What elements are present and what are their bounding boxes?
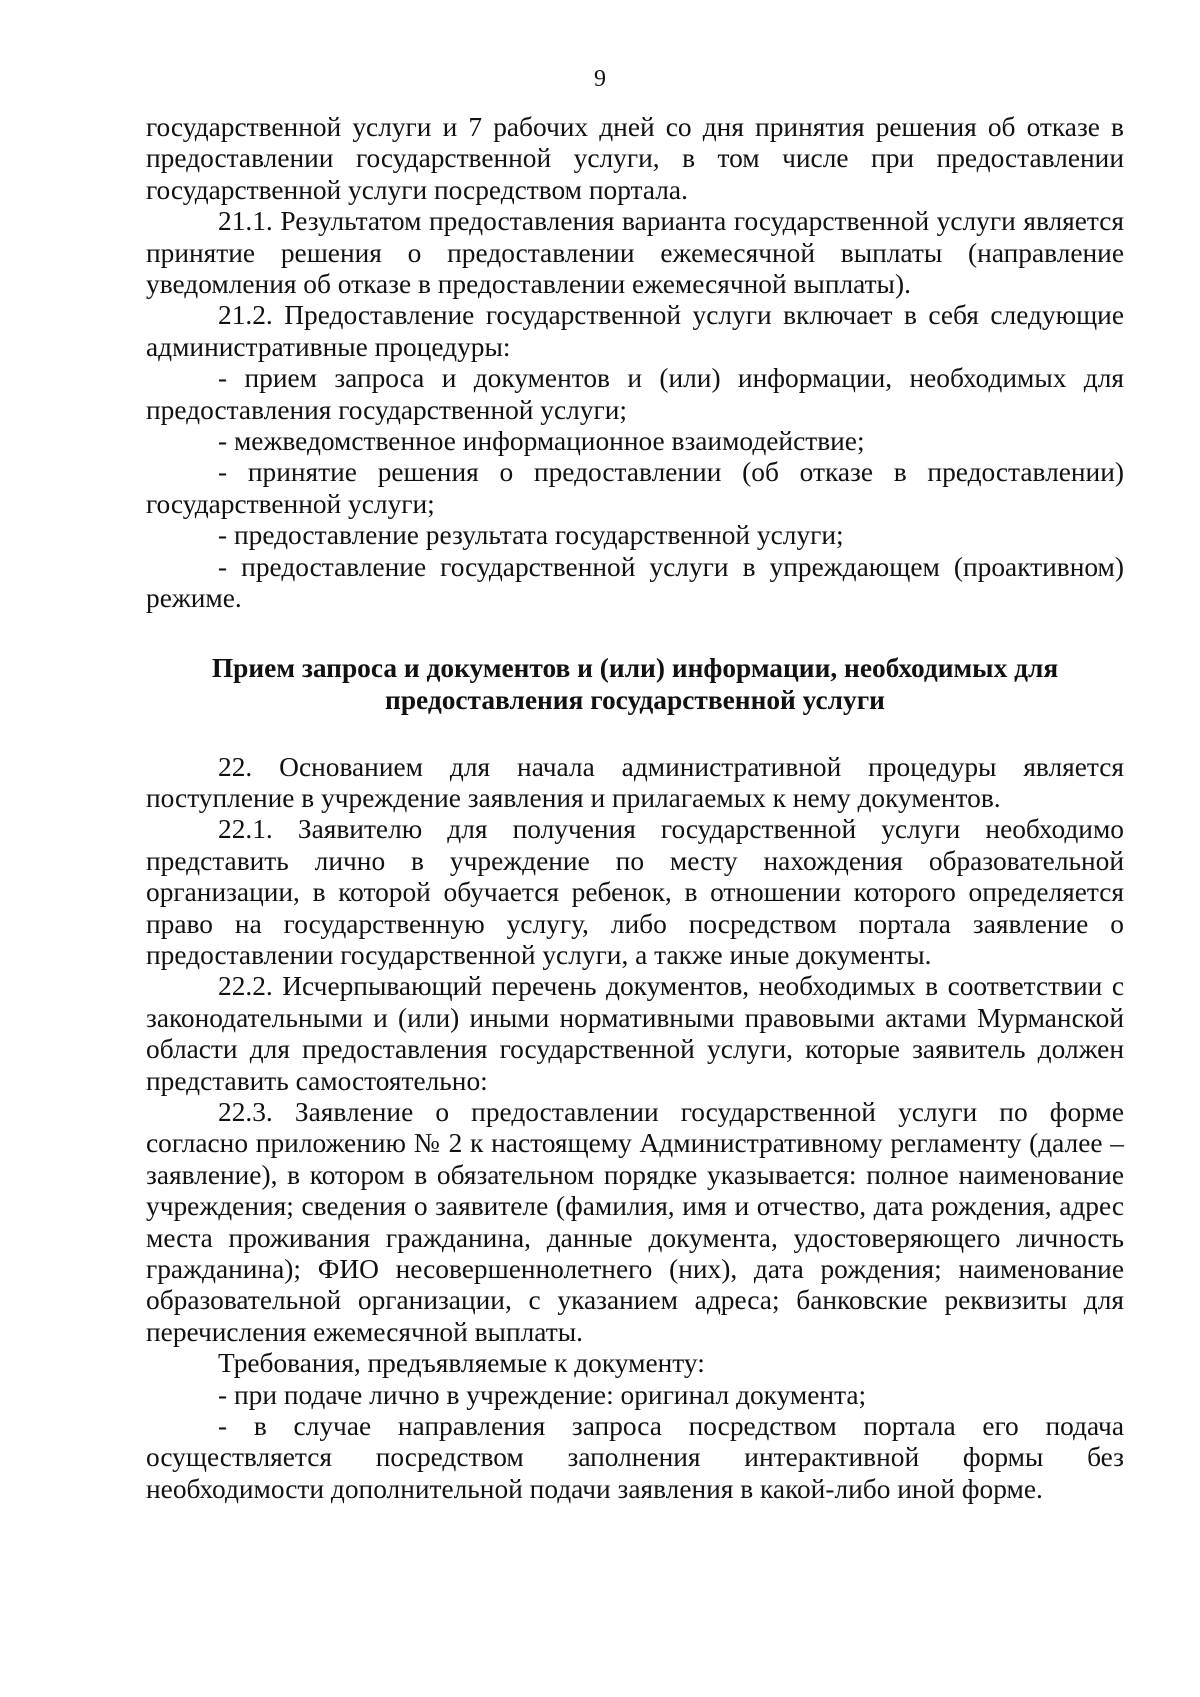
- paragraph: Требования, предъявляемые к документу:: [218, 1348, 705, 1379]
- paragraph-22-2: 22.2. Исчерпывающий перечень документов, необходимых в соответствии с законодательными и (или) иными нормативными правовыми актами Мурманской области для предоставления государственной услуги, которые заявитель должен представить самостоятельно:: [146, 971, 1124, 1096]
- section-heading-line-2: предоставления государственной услуги: [385, 684, 885, 715]
- section-heading-line-1: Прием запроса и документов и (или) информации, необходимых для: [211, 652, 1059, 683]
- list-item: - предоставление государственной услуги в упреждающем (проактивном) режиме.: [146, 551, 1124, 614]
- paragraph-21-1: 21.1. Результатом предоставления варианта государственной услуги является принятие решения о предоставлении ежемесячной выплаты (направление уведомления об отказе в предоставлении ежемесячной выплаты).: [146, 206, 1124, 300]
- list-item: - в случае направления запроса посредством портала его подача осуществляется посредством заполнения интерактивной формы без необходимости дополнительной подачи заявления в какой-либо иной форме.: [146, 1411, 1124, 1504]
- list-item: - прием запроса и документов и (или) информации, необходимых для предоставления государственной услуги;: [146, 363, 1124, 425]
- section-heading: [146, 652, 1124, 716]
- paragraph-22-1: 22.1. Заявителю для получения государственной услуги необходимо представить лично в учреждение по месту нахождения образовательной организации, в которой обучается ребенок, в отношении которого определяется право на государственную услугу, либо посредством портала заявление о предоставлении государственной услуги, а также иные документы.: [146, 814, 1124, 970]
- list-item: - межведомственное информационное взаимодействие;: [218, 426, 865, 457]
- page-number: 9: [594, 66, 606, 92]
- document-body: [146, 112, 1124, 1505]
- paragraph-22-3: 22.3. Заявление о предоставлении государственной услуги по форме согласно приложению № 2 к настоящему Административному регламенту (далее – заявление), в котором в обязательном порядке указывается: полное наименование учреждения; сведения о заявителе (фамилия, имя и отчество, дата рождения, адрес места проживания гражданина, данные документа, удостоверяющего личность гражданина); ФИО несовершеннолетнего (них), дата рождения; наименование образовательной организации, с указанием адреса; банковские реквизиты для перечисления ежемесячной выплаты.: [146, 1096, 1124, 1347]
- paragraph-22: 22. Основанием для начала административной процедуры является поступление в учреждение заявления и прилагаемых к нему документов.: [146, 751, 1124, 813]
- paragraph: государственной услуги и 7 рабочих дней со дня принятия решения об отказе в предоставлении государственной услуги, в том числе при предоставлении государственной услуги посредством портала.: [146, 112, 1124, 205]
- list-item: - принятие решения о предоставлении (об отказе в предоставлении) государственной услуги;: [146, 457, 1124, 519]
- list-item: - при подаче лично в учреждение: оригинал документа;: [218, 1379, 867, 1410]
- list-item: - предоставление результата государственной услуги;: [218, 520, 844, 551]
- paragraph-21-2: 21.2. Предоставление государственной услуги включает в себя следующие административные процедуры:: [146, 300, 1124, 362]
